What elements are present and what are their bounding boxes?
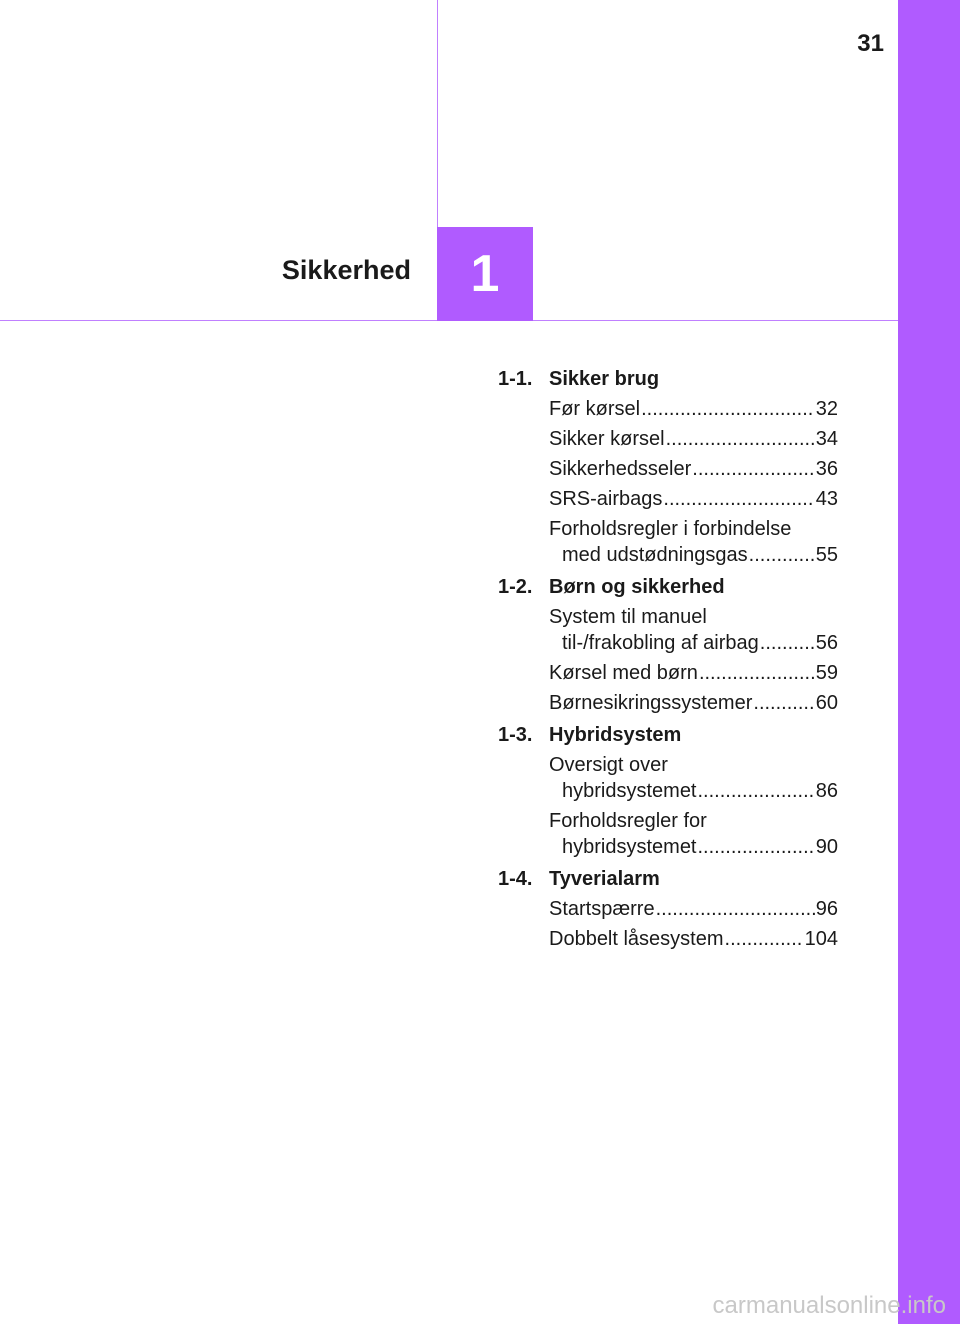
toc-entry[interactable] xyxy=(549,600,838,656)
watermark: carmanualsonline.info xyxy=(712,1292,946,1319)
entry-page: 36 xyxy=(815,458,838,480)
section-title: Hybridsystem xyxy=(549,724,682,746)
entry-page: 96 xyxy=(815,898,838,920)
page-number: 31 xyxy=(857,30,884,57)
toc-entry[interactable] xyxy=(549,512,838,568)
toc-entry[interactable] xyxy=(549,656,838,686)
entry-page: 86 xyxy=(815,780,838,802)
toc-entry[interactable] xyxy=(549,452,838,482)
chapter-title: Sikkerhed xyxy=(281,255,411,285)
entry-title-first-line: Oversigt over xyxy=(549,754,668,776)
chapter-number: 1 xyxy=(470,245,500,303)
toc-entry[interactable] xyxy=(549,892,838,922)
entry-page: 90 xyxy=(815,836,838,858)
entry-title: Startspærre xyxy=(549,898,655,920)
section-number: 1-2. xyxy=(498,576,533,598)
entry-title-first-line: System til manuel xyxy=(549,606,707,628)
toc-entry[interactable] xyxy=(549,422,838,452)
entry-title: Sikker kørsel xyxy=(549,428,665,450)
toc-section xyxy=(498,866,838,952)
side-tab xyxy=(898,0,960,1324)
entry-title: til-/frakobling af airbag xyxy=(562,632,759,654)
toc-entry[interactable] xyxy=(549,804,838,860)
chapter-number-box xyxy=(437,227,533,321)
section-heading[interactable] xyxy=(498,366,838,392)
section-heading[interactable] xyxy=(498,866,838,892)
entry-title: hybridsystemet xyxy=(562,836,697,858)
entry-title: Før kørsel xyxy=(549,398,641,420)
toc-entry[interactable] xyxy=(549,482,838,512)
entry-page: 56 xyxy=(815,632,838,654)
toc-entry[interactable] xyxy=(549,686,838,716)
section-heading[interactable] xyxy=(498,722,838,748)
section-heading[interactable] xyxy=(498,574,838,600)
entry-title: Børnesikringssystemer xyxy=(549,692,753,714)
entry-title: SRS-airbags xyxy=(549,488,663,510)
toc-entry[interactable] xyxy=(549,922,838,952)
section-number: 1-1. xyxy=(498,368,533,390)
section-title: Børn og sikkerhed xyxy=(549,576,725,598)
section-title: Tyverialarm xyxy=(549,868,660,890)
entry-title-first-line: Forholdsregler for xyxy=(549,810,707,832)
table-of-contents xyxy=(498,366,838,958)
vertical-divider xyxy=(437,0,438,228)
entry-page: 34 xyxy=(815,428,838,450)
toc-entry[interactable] xyxy=(549,748,838,804)
entry-title: Dobbelt låsesystem xyxy=(549,928,724,950)
entry-title-first-line: Forholdsregler i forbindelse xyxy=(549,518,792,540)
entry-page: 55 xyxy=(815,544,838,566)
entry-page: 59 xyxy=(815,662,838,684)
toc-section xyxy=(498,366,838,568)
section-number: 1-3. xyxy=(498,724,533,746)
entry-title: Kørsel med børn xyxy=(549,662,698,684)
section-title: Sikker brug xyxy=(549,368,660,390)
toc-entry[interactable] xyxy=(549,392,838,422)
section-number: 1-4. xyxy=(498,868,533,890)
entry-title: hybridsystemet xyxy=(562,780,697,802)
entry-title: Sikkerhedsseler xyxy=(549,458,692,480)
entry-title: med udstødningsgas xyxy=(562,544,748,566)
entry-page: 60 xyxy=(815,692,838,714)
entry-page: 43 xyxy=(815,488,838,510)
entry-page: 32 xyxy=(815,398,838,420)
toc-section xyxy=(498,722,838,860)
toc-section xyxy=(498,574,838,716)
entry-page: 104 xyxy=(804,928,838,950)
